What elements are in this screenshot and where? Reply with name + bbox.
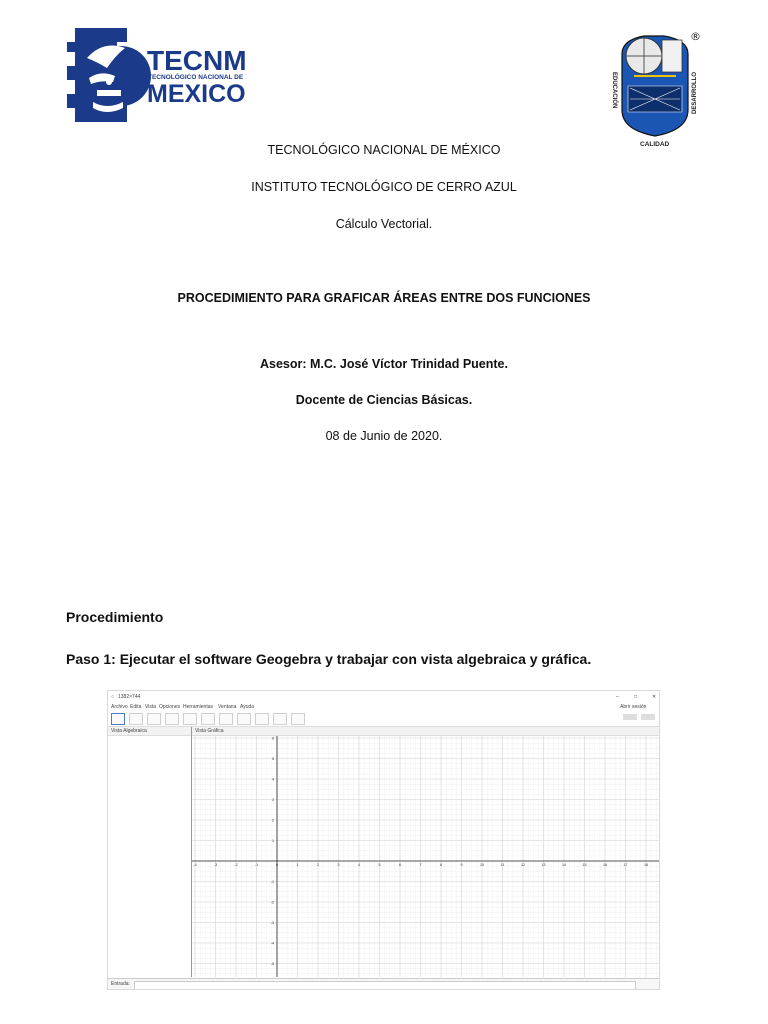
angle-tool-icon[interactable] [237,713,251,725]
menu-vista[interactable]: Vista [145,704,157,710]
geogebra-window-title: 1382×744 [118,694,141,700]
x-tick-label: -1 [254,863,259,867]
menu-opciones[interactable]: Opciones [159,704,181,710]
y-tick-label: 2 [272,818,274,823]
x-tick-label: 11 [500,863,505,867]
geogebra-menubar [108,703,659,712]
institute-emblem [604,26,706,150]
menu-ventana[interactable]: Ventana [218,704,237,710]
x-tick-label: 17 [623,863,628,867]
geogebra-screenshot [107,690,660,990]
undo-icon[interactable] [623,714,637,720]
ellipse-tool-icon[interactable] [219,713,233,725]
maximize-icon[interactable]: □ [634,694,638,700]
input-field[interactable] [134,981,636,990]
y-tick-label: 1 [272,838,274,843]
graphics-view[interactable] [192,727,660,977]
x-tick-label: -4 [193,863,197,867]
x-tick-label: 8 [440,863,442,867]
circle-tool-icon[interactable] [201,713,215,725]
x-tick-label: 13 [541,863,546,867]
x-tick-label: 3 [337,863,340,867]
move-tool-icon[interactable] [111,713,125,725]
tecnm-logo [67,18,253,132]
step-1: Paso 1: Ejecutar el software Geogebra y trabajar con vista algebraica y gráfica. [66,651,592,667]
graphics-view-header [192,727,660,736]
menu-archivo[interactable]: Archivo [111,704,128,710]
advisor-line: Asesor: M.C. José Víctor Trinidad Puente. [260,357,508,371]
login-link[interactable]: Abrir sesión [620,704,647,710]
algebra-view-header [108,727,191,736]
y-tick-label: 5 [272,756,274,761]
minimize-icon[interactable]: – [616,694,619,700]
x-tick-label: 16 [603,863,607,867]
y-tick-label: -5 [270,961,274,966]
y-tick-label: 3 [272,797,274,802]
geogebra-titlebar [108,691,659,703]
menu-edita[interactable]: Edita [130,704,142,710]
emblem-left-text: EDUCACIÓN [611,72,617,109]
menu-herramientas[interactable]: Herramientas [183,704,214,710]
algebra-view [108,727,192,977]
x-tick-label: -2 [234,863,238,867]
input-bar [108,978,659,990]
graphics-grid [192,736,660,977]
emblem-right-text: DESARROLLO [692,72,698,114]
document-title: PROCEDIMIENTO PARA GRAFICAR ÁREAS ENTRE DOS FUNCIONES [177,291,591,305]
input-label: Entrada: [111,981,130,987]
header-institution: TECNOLÓGICO NACIONAL DE MÉXICO [267,143,501,157]
date-line: 08 de Junio de 2020. [325,429,443,443]
x-tick-label: 7 [419,863,422,867]
section-title: Procedimiento [66,609,164,625]
y-tick-label: -1 [270,879,274,884]
menu-ayuda[interactable]: Ayuda [240,704,255,710]
graphics-view-title: Vista Gráfica [195,728,224,734]
x-tick-label: 12 [521,863,525,867]
x-tick-label: 2 [317,863,319,867]
y-tick-label: -2 [270,900,274,905]
perpendicular-tool-icon[interactable] [165,713,179,725]
slider-tool-icon[interactable] [273,713,287,725]
x-tick-label: 0 [276,863,278,867]
tecnm-logo-text: TECNM [147,45,247,76]
y-tick-label: -4 [270,941,274,946]
x-tick-label: 6 [399,863,401,867]
x-tick-label: 5 [378,863,381,867]
geogebra-app-icon: ○ [111,694,115,700]
geogebra-toolbar [108,712,659,727]
x-tick-label: 14 [562,863,566,867]
x-tick-label: 4 [358,863,360,867]
move-view-tool-icon[interactable] [291,713,305,725]
x-tick-label: 15 [582,863,587,867]
x-tick-label: 1 [296,863,299,867]
x-tick-label: 9 [460,863,463,867]
reflect-tool-icon[interactable] [255,713,269,725]
close-icon[interactable]: ✕ [652,694,657,700]
line-tool-icon[interactable] [147,713,161,725]
algebra-view-title: Vista Algebraica [111,728,147,734]
role-line: Docente de Ciencias Básicas. [295,393,473,407]
header-institute: INSTITUTO TECNOLÓGICO DE CERRO AZUL [251,180,517,194]
polygon-tool-icon[interactable] [183,713,197,725]
tecnm-logo-subtext: TECNOLÓGICO NACIONAL DE [148,74,244,81]
emblem-registered: ® [690,30,701,43]
x-tick-label: 18 [644,863,648,867]
emblem-bottom-text: CALIDAD [640,141,670,148]
point-tool-icon[interactable] [129,713,143,725]
y-tick-label: 6 [272,736,274,741]
redo-icon[interactable] [641,714,655,720]
header-course: Cálculo Vectorial. [335,217,433,231]
x-tick-label: -3 [213,863,218,867]
y-tick-label: -3 [270,920,274,925]
y-tick-label: 4 [272,777,274,782]
tecnm-logo-country: MEXICO [147,80,246,108]
x-tick-label: 10 [480,863,484,867]
